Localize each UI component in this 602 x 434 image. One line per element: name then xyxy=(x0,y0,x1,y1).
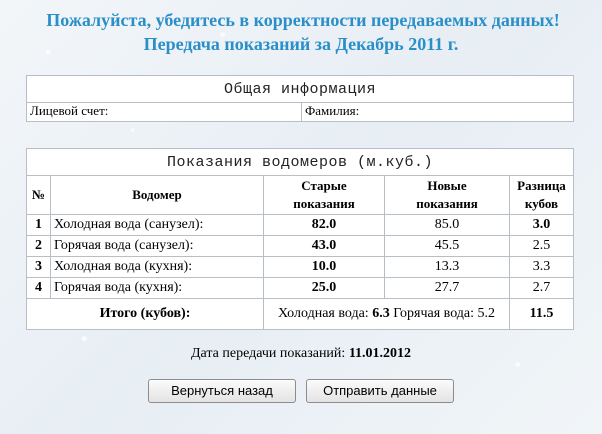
total-hot-value: 5.2 xyxy=(477,306,496,321)
row-old: 25.0 xyxy=(264,278,385,299)
row-old: 82.0 xyxy=(264,215,385,236)
total-sum: 11.5 xyxy=(510,299,574,330)
submission-date-line xyxy=(0,346,602,362)
column-header-meter: Водомер xyxy=(51,176,264,215)
column-header-new: Новые показания xyxy=(385,176,510,215)
column-header-num: № xyxy=(27,176,51,215)
page-subtitle: Передача показаний за Декабрь 2011 г. xyxy=(143,34,459,54)
row-new: 45.5 xyxy=(385,236,510,257)
submission-date-label: Дата передачи показаний: xyxy=(190,346,346,361)
total-cold-value: 6.3 xyxy=(372,306,390,321)
table-row xyxy=(27,236,574,257)
row-old: 10.0 xyxy=(264,257,385,278)
row-num: 3 xyxy=(27,257,51,278)
table-row xyxy=(27,278,574,299)
table-row xyxy=(27,257,574,278)
meters-header-row xyxy=(27,176,574,215)
action-buttons xyxy=(0,379,602,403)
total-detail xyxy=(264,299,510,330)
row-num: 2 xyxy=(27,236,51,257)
total-hot-label: Горячая вода: xyxy=(393,306,475,321)
table-row xyxy=(27,215,574,236)
general-info-table xyxy=(26,75,574,122)
row-new: 13.3 xyxy=(385,257,510,278)
total-row xyxy=(27,299,574,330)
meters-table xyxy=(26,148,574,330)
row-meter: Холодная вода (кухня): xyxy=(51,257,264,278)
column-header-old: Старые показания xyxy=(264,176,385,215)
send-data-button[interactable]: Отправить данные xyxy=(306,379,454,403)
meters-title: Показания водомеров (м.куб.) xyxy=(27,149,574,176)
row-new: 27.7 xyxy=(385,278,510,299)
row-new: 85.0 xyxy=(385,215,510,236)
row-meter: Горячая вода (кухня): xyxy=(51,278,264,299)
total-label: Итого (кубов): xyxy=(27,299,264,330)
page-header xyxy=(0,0,602,56)
row-diff: 3.3 xyxy=(510,257,574,278)
row-diff: 2.5 xyxy=(510,236,574,257)
column-header-diff: Разница кубов xyxy=(510,176,574,215)
back-button[interactable]: Вернуться назад xyxy=(148,379,296,403)
row-meter: Холодная вода (санузел): xyxy=(51,215,264,236)
account-label: Лицевой счет: xyxy=(27,103,302,122)
row-diff: 2.7 xyxy=(510,278,574,299)
row-meter: Горячая вода (санузел): xyxy=(51,236,264,257)
row-num: 1 xyxy=(27,215,51,236)
row-diff: 3.0 xyxy=(510,215,574,236)
row-num: 4 xyxy=(27,278,51,299)
page-title: Пожалуйста, убедитесь в корректности передаваемых данных! xyxy=(46,10,560,30)
total-cold-label: Холодная вода: xyxy=(277,306,369,321)
row-old: 43.0 xyxy=(264,236,385,257)
surname-label: Фамилия: xyxy=(302,103,574,122)
general-info-title: Общая информация xyxy=(27,76,574,103)
submission-date-value: 11.01.2012 xyxy=(348,346,412,361)
